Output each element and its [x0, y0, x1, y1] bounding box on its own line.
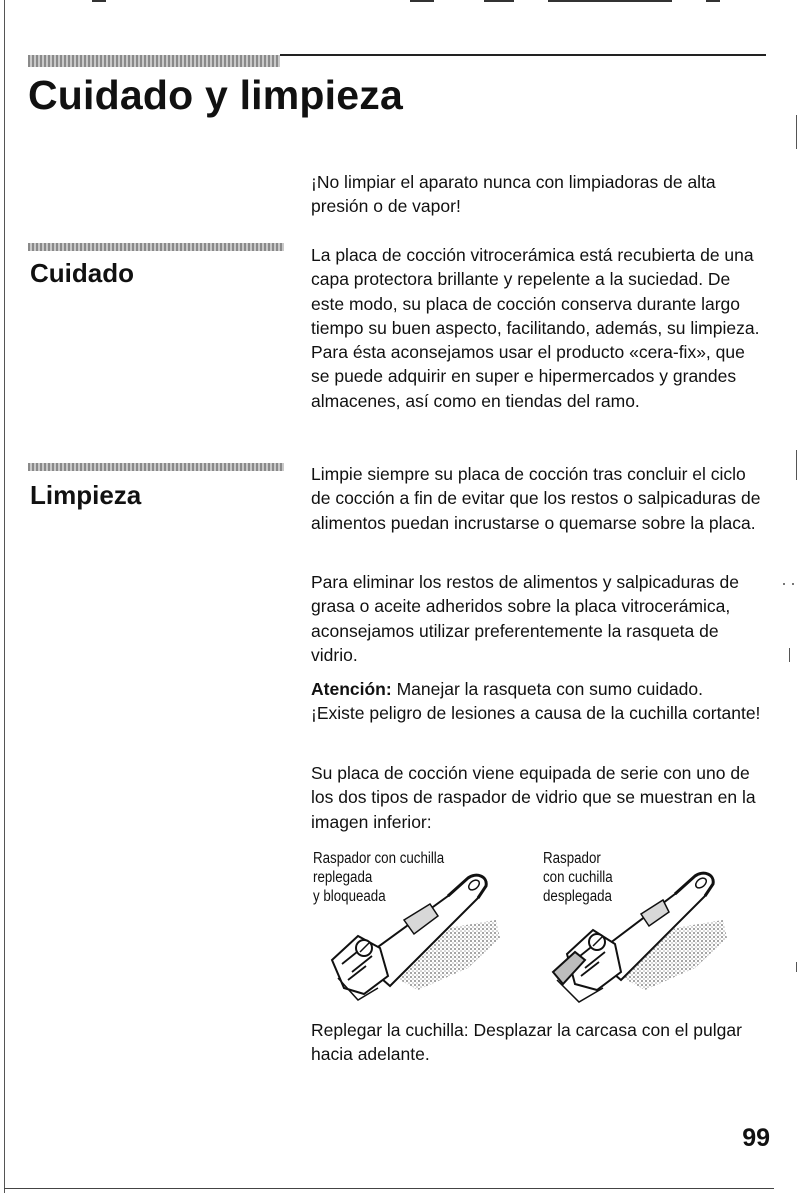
right-margin-dot	[783, 583, 785, 585]
right-margin-mark	[796, 450, 797, 480]
scraper-right-label: Raspador con cuchilla desplegada	[543, 850, 613, 905]
attention-paragraph	[311, 677, 761, 726]
instruction-paragraph: Replegar la cuchilla: Desplazar la carcasa con el pulgar hacia adelante.	[311, 1020, 742, 1065]
right-margin-mark	[789, 648, 790, 662]
right-margin-mark	[796, 115, 797, 149]
section-heading-limpieza: Limpieza	[30, 480, 142, 510]
limpieza-paragraph-1: Limpie siempre su placa de cocción tras concluir el ciclo de cocción a fin de evitar que los restos o salpicaduras de alimentos puedan incrustarse o quemarse sobre la placa.	[311, 464, 761, 533]
limpieza-paragraph-4: Su placa de cocción viene equipada de serie con uno de los dos tipos de raspador de vidrio que se muestran en la imagen inferior:	[311, 763, 756, 832]
right-margin-mark	[796, 962, 797, 972]
section-heading-cuidado: Cuidado	[30, 258, 134, 288]
page-edge-line	[4, 0, 5, 1193]
page-number: 99	[742, 1124, 770, 1152]
intro-warning: ¡No limpiar el aparato nunca con limpiadoras de alta presión o de vapor!	[311, 172, 716, 217]
limpieza-shaded-bar	[28, 463, 284, 471]
attention-label: Atención:	[311, 679, 392, 699]
cuidado-shaded-bar	[28, 243, 284, 251]
attention-text: Manejar la rasqueta con sumo cuidado. ¡Existe peligro de lesiones a causa de la cuchilla cortante!	[311, 679, 761, 724]
scraper-extended-illustration	[545, 868, 731, 1006]
scraper-left-label: Raspador con cuchilla replegada y bloqueada	[313, 850, 445, 905]
cuidado-paragraph: La placa de cocción vitrocerámica está recubierta de una capa protectora brillante y repelente a la suciedad. De este modo, su placa de cocción conserva durante largo tiempo su buen aspecto, facilitando, además, su limpieza. Para ésta aconsejamos usar el producto «cera-fix», que se puede adquirir en super e hipermercados y grandes almacenes, así como en tiendas del ramo.	[311, 245, 760, 411]
header-rule	[280, 54, 766, 56]
limpieza-paragraph-2: Para eliminar los restos de alimentos y salpicaduras de grasa o aceite adheridos sobre la placa vitrocerámica, aconsejamos utilizar preferentemente la rasqueta de vidrio.	[311, 572, 739, 665]
right-margin-dot	[792, 583, 794, 585]
bottom-rule	[4, 1188, 774, 1189]
page-title: Cuidado y limpieza	[28, 72, 403, 118]
scraper-retracted-illustration	[318, 868, 504, 1006]
top-scan-marks	[0, 0, 802, 6]
header-shaded-bar	[28, 55, 280, 67]
